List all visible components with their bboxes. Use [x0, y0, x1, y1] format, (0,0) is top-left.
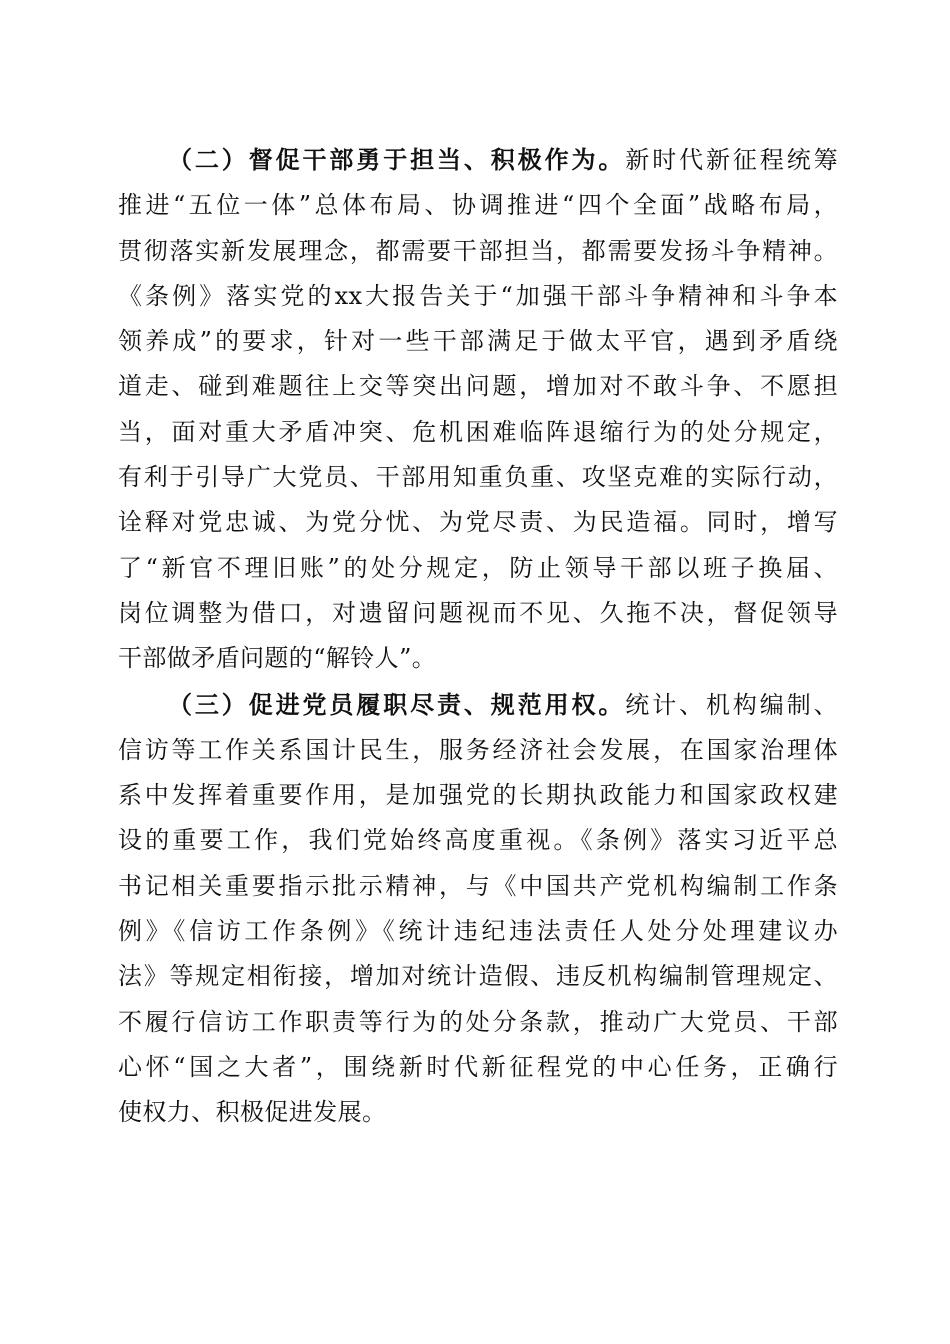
- text-line: 心怀“国之大者”，围绕新时代新征程党的中心任务，正确行: [118, 1052, 838, 1081]
- text-line: 信访等工作关系国计民生，服务经济社会发展，在国家治理体: [118, 735, 838, 764]
- text-line: 道走、碰到难题往上交等突出问题，增加对不敢斗争、不愿担: [118, 372, 838, 401]
- text-line: 当，面对重大矛盾冲突、危机困难临阵退缩行为的处分规定，: [118, 417, 838, 446]
- text-line: 领养成”的要求，针对一些干部满足于做太平官，遇到矛盾绕: [118, 327, 838, 356]
- text-line: [118, 137, 838, 183]
- text-line: 推进“五位一体”总体布局、协调推进“四个全面”战略布局，: [118, 191, 838, 220]
- text-line: 有利于引导广大党员、干部用知重负重、攻坚克难的实际行动，: [118, 463, 838, 492]
- text-line: 诠释对党忠诚、为党分忧、为党尽责、为民造福。同时，增写: [118, 508, 838, 537]
- text-line: 法》等规定相衔接，增加对统计造假、违反机构编制管理规定、: [118, 962, 838, 991]
- text-line: 贯彻落实新发展理念，都需要干部担当，都需要发扬斗争精神。: [118, 236, 838, 265]
- text-line: 岗位调整为借口，对遗留问题视而不见、久拖不决，督促领导: [118, 598, 838, 627]
- text-line: 系中发挥着重要作用，是加强党的长期执政能力和国家政权建: [118, 781, 838, 810]
- text-line: 《条例》落实党的xx大报告关于“加强干部斗争精神和斗争本: [118, 281, 838, 310]
- text-line: 例》《信访工作条例》《统计违纪违法责任人处分处理建议办: [118, 917, 838, 946]
- paragraph-member-duties: [118, 682, 838, 1136]
- paragraph-cadre-responsibility: [118, 137, 838, 682]
- text-line-content: 新时代新征程统筹: [625, 146, 838, 174]
- section-heading-2: （二）督促干部勇于担当、积极作为。: [168, 145, 626, 174]
- document-body: [118, 137, 838, 1136]
- text-line-content: 统计、机构编制、: [625, 690, 838, 719]
- text-line: [118, 682, 838, 728]
- text-line: 使权力、积极促进发展。: [118, 1098, 387, 1127]
- text-line: 不履行信访工作职责等行为的处分条款，推动广大党员、干部: [118, 1007, 838, 1036]
- text-line: 设的重要工作，我们党始终高度重视。《条例》落实习近平总: [118, 826, 838, 855]
- section-heading-3: （三）促进党员履职尽责、规范用权。: [168, 689, 626, 719]
- text-line: 干部做矛盾问题的“解铃人”。: [118, 644, 437, 673]
- text-line: 书记相关重要指示批示精神，与《中国共产党机构编制工作条: [118, 871, 838, 900]
- text-line: 了“新官不理旧账”的处分规定，防止领导干部以班子换届、: [118, 553, 838, 582]
